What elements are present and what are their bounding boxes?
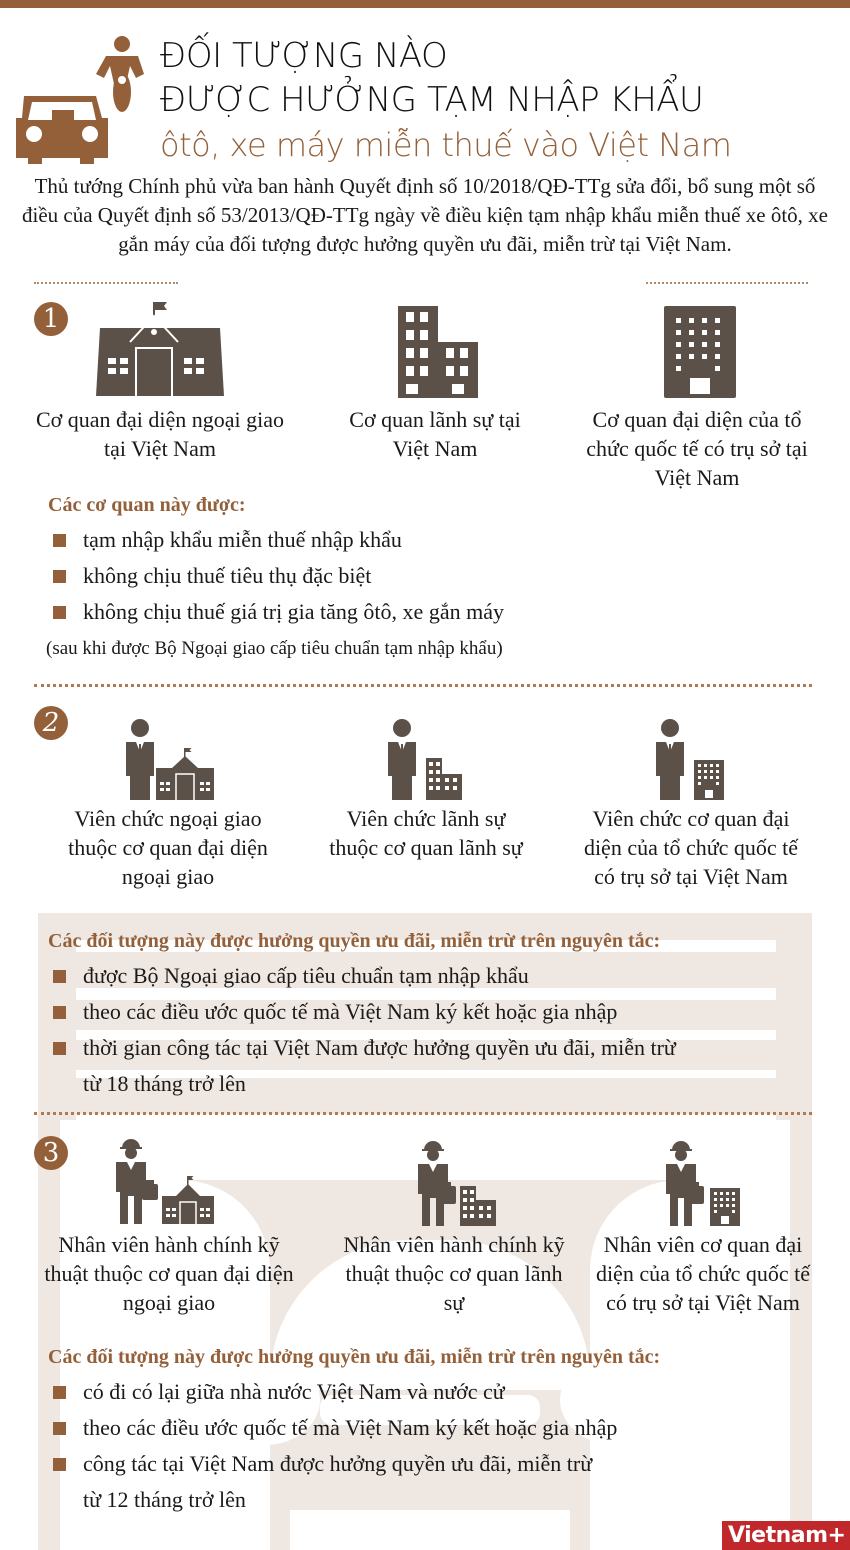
staff-with-embassy-icon <box>112 1138 216 1224</box>
subtitle: ôtô, xe máy miễn thuế vào Việt Nam <box>160 126 732 164</box>
section-1-note: (sau khi được Bộ Ngoại giao cấp tiêu chuẩn tạm nhập khẩu) <box>46 638 503 659</box>
section-2-heading: Các đối tượng này được hưởng quyền ưu đãi, miễn trừ trên nguyên tắc: <box>48 930 661 952</box>
section-2-badge: 2 <box>34 706 68 740</box>
intro-dots-left <box>34 282 178 284</box>
section-2-item-1-label: Viên chức ngoại giao thuộc cơ quan đại diện ngoại giao <box>68 806 268 889</box>
bullet-item: theo các điều ước quốc tế mà Việt Nam ký kết hoặc gia nhập <box>50 994 676 1030</box>
section-3-item-1-label: Nhân viên hành chính kỹ thuật thuộc cơ quan đại diện ngoại giao <box>44 1232 294 1315</box>
bullet-item: công tác tại Việt Nam được hưởng quyền ưu đãi, miễn trừ <box>50 1446 617 1482</box>
section-3-bullets <box>50 1374 617 1518</box>
intro-paragraph: Thủ tướng Chính phủ vừa ban hành Quyết định số 10/2018/QĐ-TTg sửa đổi, bổ sung một số điều của Quyết định số 53/2013/QĐ-TTg ngày về điều kiện tạm nhập khẩu miễn thuế xe ôtô, xe gắn máy của đối tượng được hưởng quyền ưu đãi, miễn trừ tại Việt Nam. <box>22 174 828 256</box>
section-1-heading: Các cơ quan này được: <box>48 494 246 516</box>
diplomat-with-office-icon <box>654 718 730 800</box>
section-1-item-1-label: Cơ quan đại diện ngoại giao tại Việt Nam <box>35 407 285 461</box>
staff-with-office-icon <box>662 1140 746 1226</box>
bullet-item: được Bộ Ngoại giao cấp tiêu chuẩn tạm nhập khẩu <box>50 958 676 994</box>
section-1-badge: 1 <box>34 302 68 336</box>
section-2-item-3-label: Viên chức cơ quan đại diện của tổ chức quốc tế có trụ sở tại Việt Nam <box>583 806 799 889</box>
section-2-item-2-label: Viên chức lãnh sự thuộc cơ quan lãnh sự <box>329 806 523 860</box>
title-line-1: ĐỐI TƯỢNG NÀO <box>160 36 448 76</box>
title-line-2: ĐƯỢC HƯỞNG TẠM NHẬP KHẨU <box>160 80 704 120</box>
bullet-item: có đi có lại giữa nhà nước Việt Nam và nước cử <box>50 1374 617 1410</box>
section-3-item-2-label: Nhân viên hành chính kỹ thuật thuộc cơ quan lãnh sự <box>343 1232 565 1315</box>
diplomat-with-consulate-icon <box>386 718 466 800</box>
staff-with-consulate-icon <box>414 1140 500 1226</box>
bullet-item: tạm nhập khẩu miễn thuế nhập khẩu <box>50 522 504 558</box>
section-3-item-3-label: Nhân viên cơ quan đại diện của tổ chức quốc tế có trụ sở tại Việt Nam <box>595 1232 811 1315</box>
office-tower-icon <box>664 306 736 398</box>
section-separator-1 <box>34 684 812 687</box>
car-and-motorbike-icon <box>14 34 144 164</box>
vietnamplus-logo: Vietnam+ <box>722 1521 850 1550</box>
section-separator-2 <box>34 1112 812 1115</box>
bullet-item: không chịu thuế giá trị gia tăng ôtô, xe gắn máy <box>50 594 504 630</box>
section-1-bullets <box>50 522 504 630</box>
intro-dots-right <box>646 282 808 284</box>
embassy-building-icon <box>94 302 226 398</box>
section-3-badge: 3 <box>34 1136 68 1170</box>
bullet-continuation: từ 12 tháng trở lên <box>83 1487 246 1512</box>
consulate-building-icon <box>392 306 484 398</box>
bullet-item: không chịu thuế tiêu thụ đặc biệt <box>50 558 504 594</box>
section-1-item-2-label: Cơ quan lãnh sự tại Việt Nam <box>349 407 521 461</box>
diplomat-with-embassy-icon <box>124 718 216 800</box>
section-2-bullets <box>50 958 676 1102</box>
section-3-heading: Các đối tượng này được hưởng quyền ưu đãi, miễn trừ trên nguyên tắc: <box>48 1346 661 1368</box>
bullet-item: thời gian công tác tại Việt Nam được hưởng quyền ưu đãi, miễn trừ <box>50 1030 676 1066</box>
bullet-continuation: từ 18 tháng trở lên <box>83 1071 246 1096</box>
bullet-item: theo các điều ước quốc tế mà Việt Nam ký kết hoặc gia nhập <box>50 1410 617 1446</box>
section-1-item-3-label: Cơ quan đại diện của tổ chức quốc tế có trụ sở tại Việt Nam <box>586 407 808 490</box>
top-accent-bar <box>0 0 850 8</box>
